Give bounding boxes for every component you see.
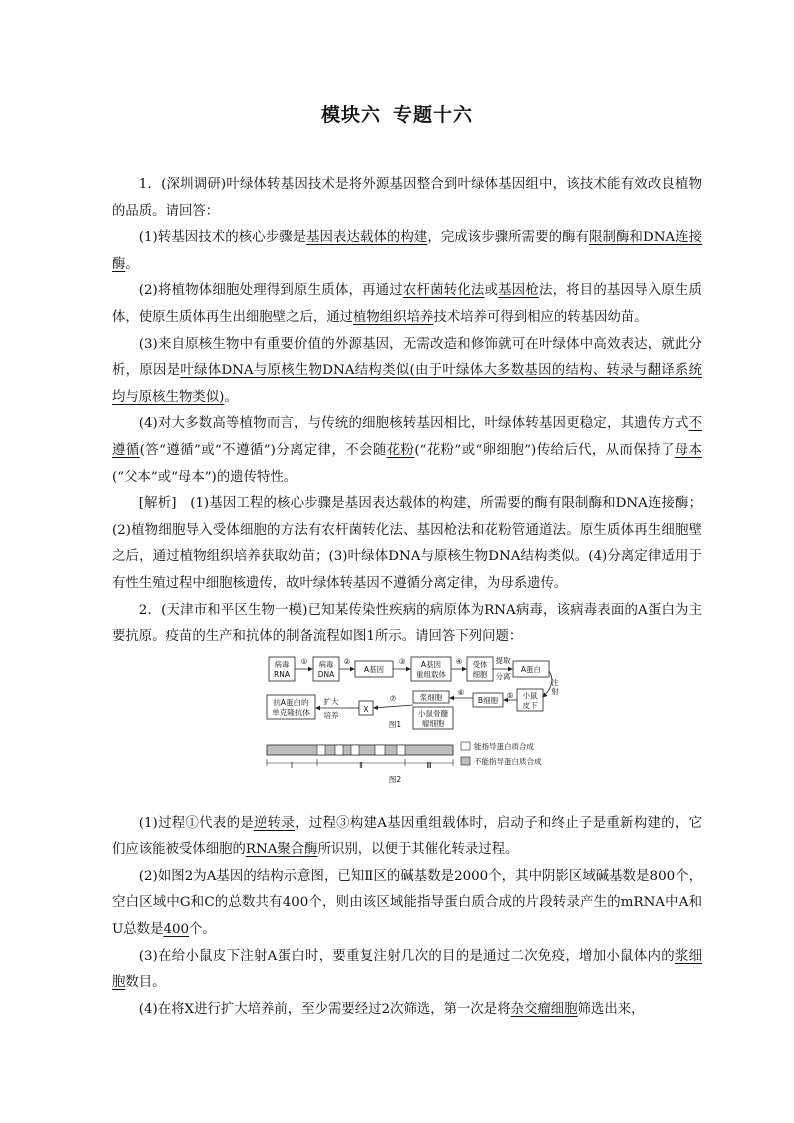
region-3: Ⅲ: [426, 760, 432, 770]
answer-blank: 杂交瘤细胞: [510, 1001, 578, 1017]
answer-blank: RNA聚合酶: [245, 842, 318, 858]
label-recomb-1: A基因: [420, 659, 442, 669]
answer-blank: 植物组织培养: [353, 309, 434, 325]
answer-blank: 花粉: [386, 442, 415, 458]
step-4: ④: [455, 656, 463, 666]
answer-blank: 逆转录: [253, 815, 296, 831]
title-module: 模块六: [320, 104, 381, 126]
label-mouse-1: 小鼠: [522, 690, 538, 700]
figure-svg: [267, 653, 557, 809]
label-b-cell: B细胞: [477, 695, 499, 705]
label-gene-a: A基因: [363, 664, 385, 674]
answer-blank: 400: [163, 922, 190, 938]
label-antibody-2: 单克隆抗体: [272, 707, 310, 717]
q2-part1: (1)过程①代表的是逆转录，过程③构建A基因重组载体时，启动子和终止子是重新构建的，它们应该能被受体细胞的RNA聚合酶所识别，以便于其催化转录过程。: [112, 815, 703, 858]
q2-part2: (2)如图2为A基因的结构示意图，已知Ⅱ区的碱基数是2000个，其中阴影区域碱基数是800个，空白区域中G和C的总数共有400个，则由该区域能指导蛋白质合成的片段转录产生的mRNA中A和U总数是400个。: [112, 868, 702, 938]
q2-part3: (3)在给小鼠皮下注射A蛋白时，要重复注射几次的目的是通过二次免疫，增加小鼠体内的浆细胞数目。: [112, 948, 702, 991]
step-7: ⑦: [389, 693, 397, 703]
label-receptor-2: 细胞: [472, 669, 488, 679]
label-antibody-1: 抗A蛋白的: [273, 697, 309, 707]
figure2-legend: [461, 741, 542, 766]
label-x: X: [363, 704, 369, 714]
label-culture-1: 扩大: [323, 696, 339, 706]
step-2: ②: [343, 656, 351, 666]
label-virus-dna-1: 病毒: [318, 659, 334, 669]
step-5: ⑤: [506, 690, 514, 700]
label-plasma: 浆细胞: [419, 692, 443, 702]
document-body: [112, 172, 702, 1023]
label-virus-rna-2: RNA: [274, 669, 290, 679]
legend-coding: 能指导蛋白质合成: [474, 741, 534, 751]
answer-blank: 母本: [674, 442, 702, 458]
q1-part2: (2)将植物体细胞处理得到原生质体，再通过农杆菌转化法或基因枪法，将目的基因导入原生质体，使原生质体再生出细胞壁之后，通过植物组织培养技术培养可得到相应的转基因幼苗。: [112, 283, 703, 325]
q2-part4: (4)在将X进行扩大培养前，至少需要经过2次筛选，第一次是将杂交瘤细胞筛选出来，: [138, 1001, 645, 1017]
q1-part4: (4)对大多数高等植物而言，与传统的细胞核转基因相比，叶绿体转基因更稳定，其遗传方式不遵循(答“遵循”或“不遵循”)分离定律，不会随花粉(“花粉”或“卵细胞”)传给后代，从而保持了母本(“父本”或“母本”)的遗传特性。: [112, 416, 702, 485]
label-myeloma-2: 瘤细胞: [421, 718, 445, 728]
label-extract-1: 提取: [495, 655, 511, 665]
page-title: [0, 100, 794, 127]
step-3: ③: [398, 656, 406, 666]
label-mouse-2: 皮下: [522, 700, 538, 710]
region-2: Ⅱ: [359, 760, 363, 770]
figure2-caption: 图2: [388, 774, 402, 784]
answer-blank: 基因表达载体的构建: [306, 230, 428, 246]
figure1-caption: 图1: [388, 719, 402, 729]
q1-part1: (1)转基因技术的核心步骤是基因表达载体的构建，完成该步骤所需要的酶有限制酶和DNA连接酶。: [112, 230, 703, 272]
label-recomb-2: 重组载体: [416, 669, 446, 679]
region-1: Ⅰ: [290, 760, 294, 770]
label-virus-rna-1: 病毒: [274, 659, 290, 669]
legend-noncoding: 不能指导蛋白质合成: [474, 756, 542, 766]
q2-stem: 2．(天津市和平区生物一模)已知某传染性疾病的病原体为RNA病毒，该病毒表面的A蛋白为主要抗原。疫苗的生产和抗体的制备流程如图1所示。请回答下列问题：: [112, 602, 702, 645]
q1-stem: 1．(深圳调研)叶绿体转基因技术是将外源基因整合到叶绿体基因组中，该技术能有效改良植物的品质。请回答：: [112, 177, 702, 219]
answer-blank: 叶绿体DNA与原核生物DNA结构类似(由于叶绿体大多数基因的结构、转录与翻译系统均与原核生物类似): [112, 363, 703, 405]
label-receptor-1: 受体: [472, 659, 488, 669]
label-inject-1: 注: [551, 677, 559, 687]
answer-blank: 不遵循: [112, 416, 702, 458]
step-6: ⑥: [457, 687, 465, 697]
label-extract-2: 分离: [495, 671, 511, 681]
q1-part3: (3)来自原核生物中有重要价值的外源基因，无需改造和修饰就可在叶绿体中高效表达，就此分析，原因是叶绿体DNA与原核生物DNA结构类似(由于叶绿体大多数基因的结构、转录与翻译系统均与原核生物类似)。: [112, 336, 703, 405]
step-1: ①: [300, 656, 308, 666]
q1-analysis: [解析] (1)基因工程的核心步骤是基因表达载体的构建，所需要的酶有限制酶和DNA连接酶；(2)植物细胞导入受体细胞的方法有农杆菌转化法、基因枪法和花粉管通道法。原生质体再生细胞壁之后，通过植物组织培养获取幼苗；(3)叶绿体DNA与原核生物DNA结构类似。(4)分离定律适用于有性生殖过程中细胞核遗传，故叶绿体转基因不遵循分离定律，为母系遗传。: [112, 496, 702, 591]
label-myeloma-1: 小鼠骨髓: [418, 708, 448, 718]
label-protein-a: A蛋白: [520, 664, 542, 674]
answer-blank: 基因枪: [498, 283, 539, 299]
figure-flowchart: [112, 653, 702, 809]
answer-blank: 农杆菌转化法: [402, 283, 485, 299]
title-topic: 专题十六: [393, 104, 474, 126]
answer-blank: 浆细胞: [112, 948, 702, 991]
label-virus-dna-2: DNA: [317, 669, 335, 679]
answer-blank: 限制酶和DNA连接酶: [112, 230, 703, 272]
label-culture-2: 培养: [323, 710, 339, 720]
label-inject-2: 射: [551, 686, 559, 696]
